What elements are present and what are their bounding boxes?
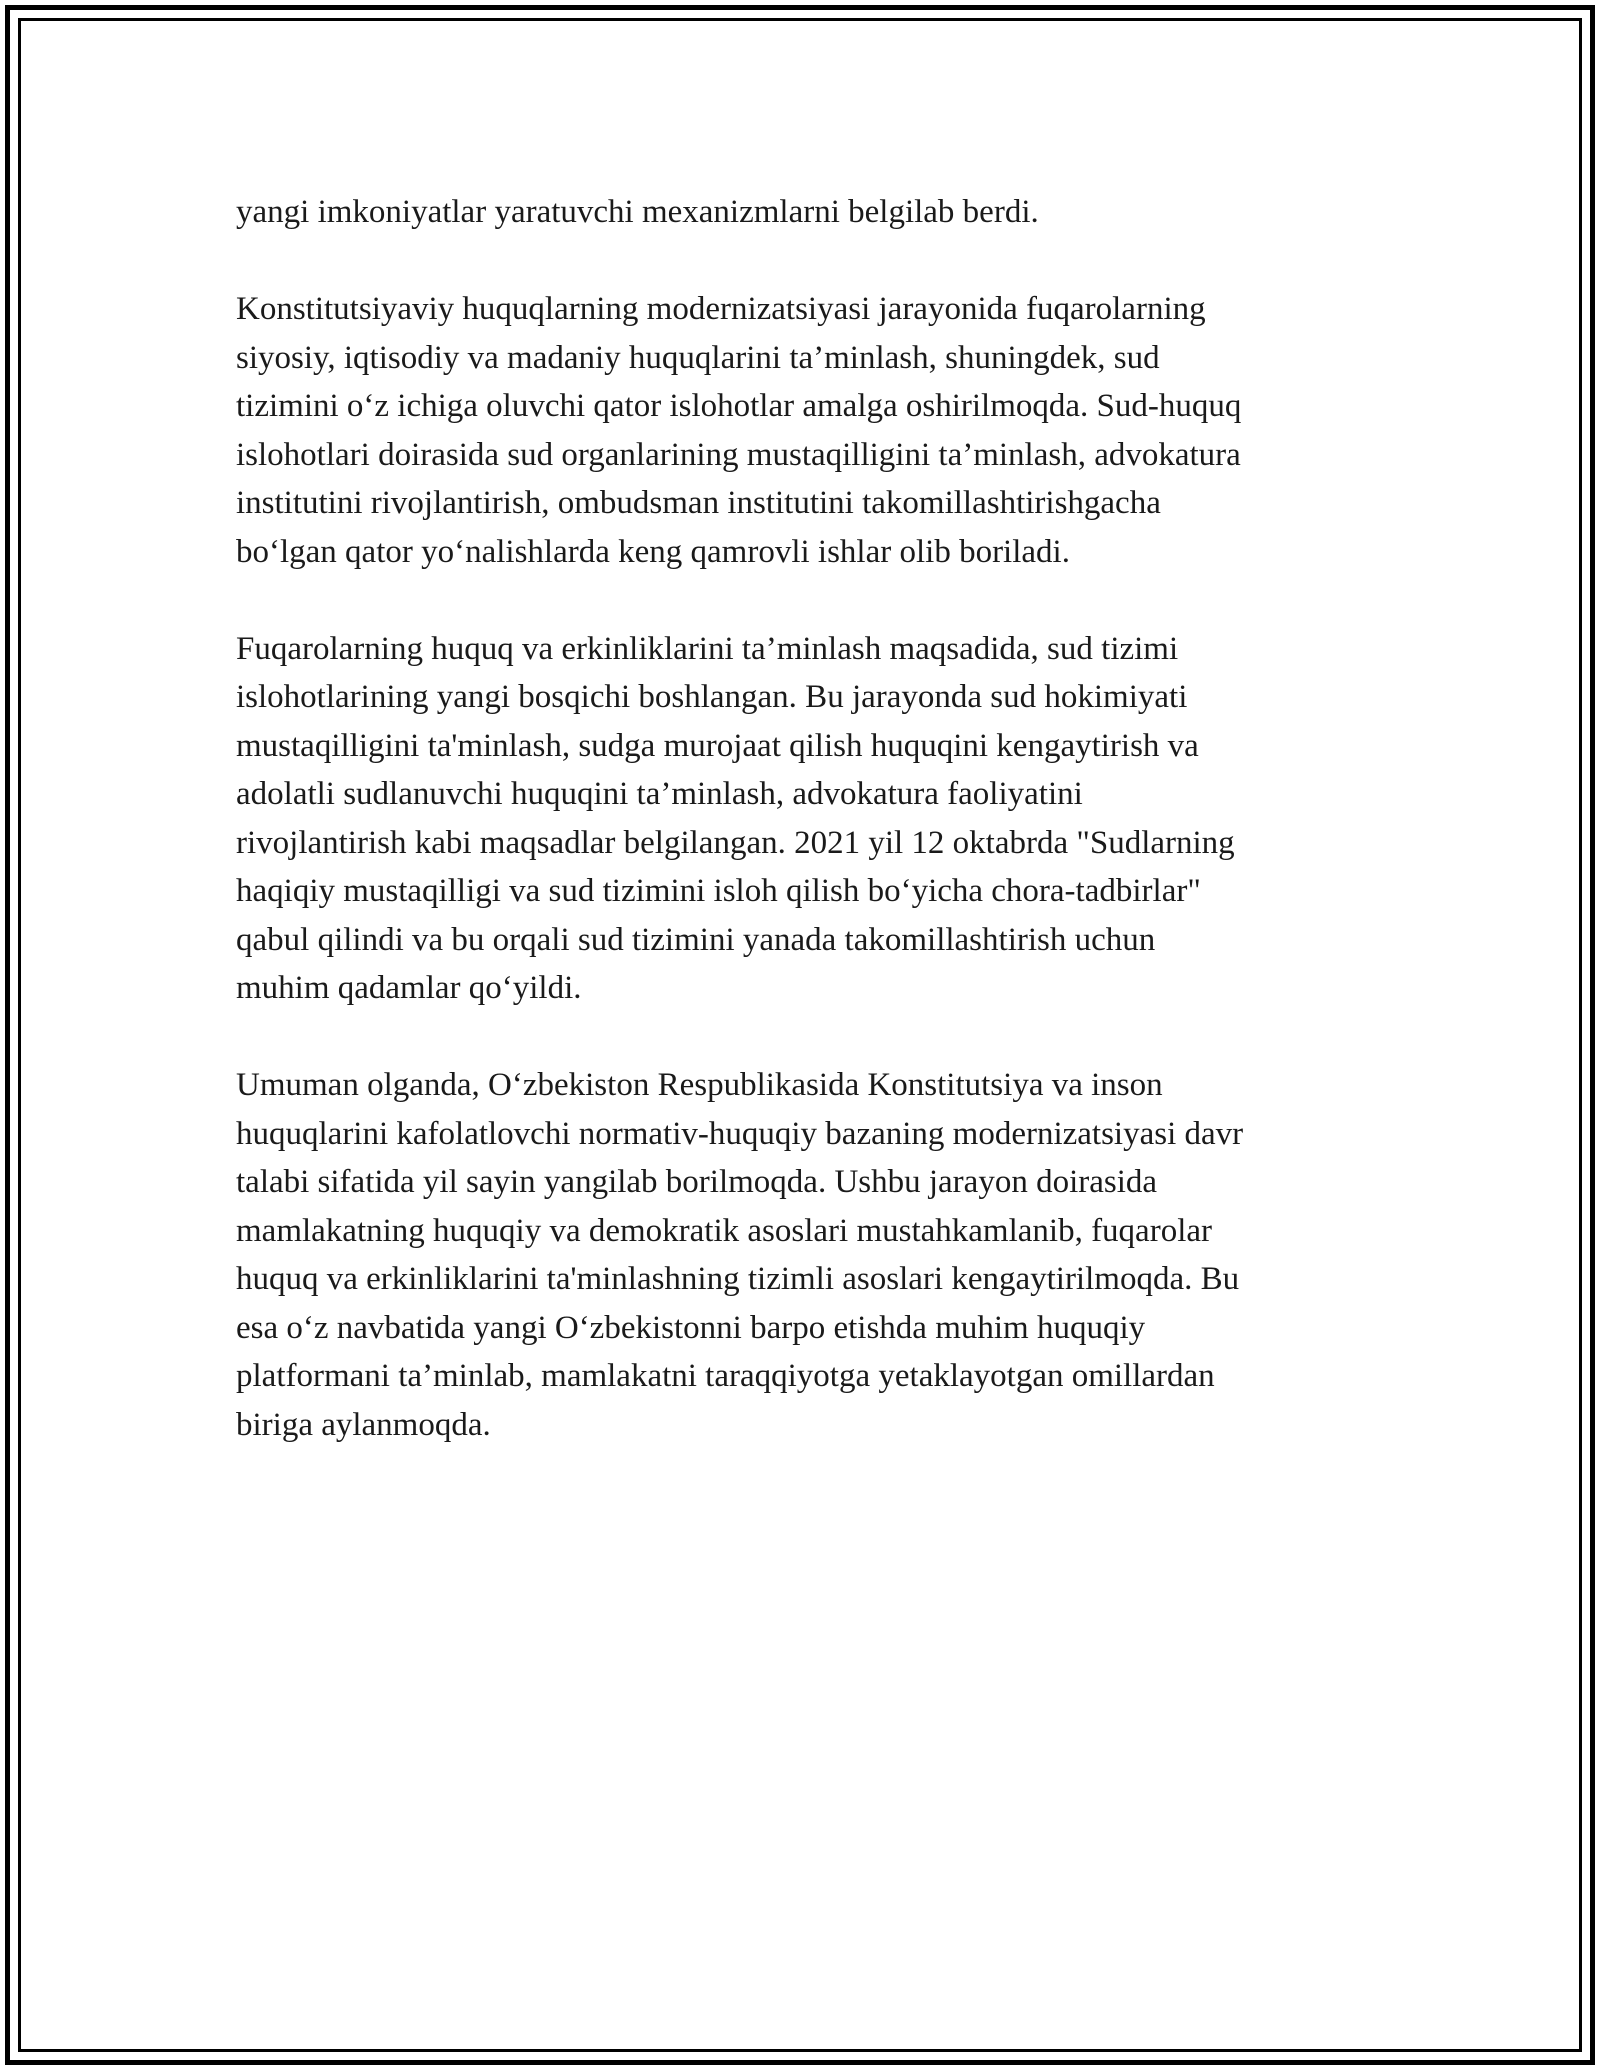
text-line: Fuqarolarning huquq va erkinliklarini ta’minlash maqsadida, sud tizimi (236, 630, 1179, 667)
text-line: talabi sifatida yil sayin yangilab borilmoqda. Ushbu jarayon doirasida (236, 1164, 1158, 1200)
text-line: huquqlarini kafolatlovchi normativ-huquqiy bazaning modernizatsiyasi davr (236, 1115, 1244, 1152)
text-line: mustaqilligini ta'minlash, sudga murojaat qilish huquqini kengaytirish va (236, 727, 1199, 764)
paragraph-1 (236, 188, 1364, 237)
text-line: esa o‘z navbatida yangi O‘zbekistonni barpo etishda muhim huquqiy (236, 1309, 1146, 1346)
text-line: tizimini o‘z ichiga oluvchi qator islohotlar amalga oshirilmoqda. Sud-huquq (236, 388, 1242, 424)
text-line: islohotlari doirasida sud organlarining mustaqilligini ta’minlash, advokatura (236, 436, 1241, 473)
text-line: Umuman olganda, O‘zbekiston Respublikasida Konstitutsiya va inson (236, 1067, 1163, 1103)
paragraph-2 (236, 285, 1364, 576)
text-line: haqiqiy mustaqilligi va sud tizimini isloh qilish bo‘yicha chora-tadbirlar" (236, 873, 1201, 909)
text-line: muhim qadamlar qo‘yildi. (236, 970, 582, 1006)
text-line: huquq va erkinliklarini ta'minlashning tizimli asoslari kengaytirilmoqda. Bu (236, 1261, 1240, 1297)
text-line: Konstitutsiyaviy huquqlarning modernizatsiyasi jarayonida fuqarolarning (236, 291, 1206, 327)
text-line: adolatli sudlanuvchi huquqini ta’minlash, advokatura faoliyatini (236, 776, 1083, 812)
text-line: biriga aylanmoqda. (236, 1406, 491, 1443)
text-line: institutini rivojlantirish, ombudsman institutini takomillashtirishgacha (236, 485, 1161, 521)
text-line: islohotlarining yangi bosqichi boshlangan. Bu jarayonda sud hokimiyati (236, 679, 1188, 715)
text-line: qabul qilindi va bu orqali sud tizimini yanada takomillashtirish uchun (236, 921, 1156, 958)
paragraph-3 (236, 625, 1364, 1013)
text-line: bo‘lgan qator yo‘nalishlarda keng qamrovli ishlar olib boriladi. (236, 533, 1070, 570)
text-line: mamlakatning huquqiy va demokratik asoslari mustahkamlanib, fuqarolar (236, 1212, 1212, 1249)
document-body (236, 188, 1364, 1498)
paragraph-4 (236, 1061, 1364, 1449)
text-line: siyosiy, iqtisodiy va madaniy huquqlarini ta’minlash, shuningdek, sud (236, 339, 1160, 376)
text-line: yangi imkoniyatlar yaratuvchi mexanizmlarni belgilab berdi. (236, 194, 1039, 230)
text-line: rivojlantirish kabi maqsadlar belgilangan. 2021 yil 12 oktabrda "Sudlarning (236, 824, 1235, 861)
text-line: platformani ta’minlab, mamlakatni taraqqiyotga yetaklayotgan omillardan (236, 1358, 1215, 1394)
